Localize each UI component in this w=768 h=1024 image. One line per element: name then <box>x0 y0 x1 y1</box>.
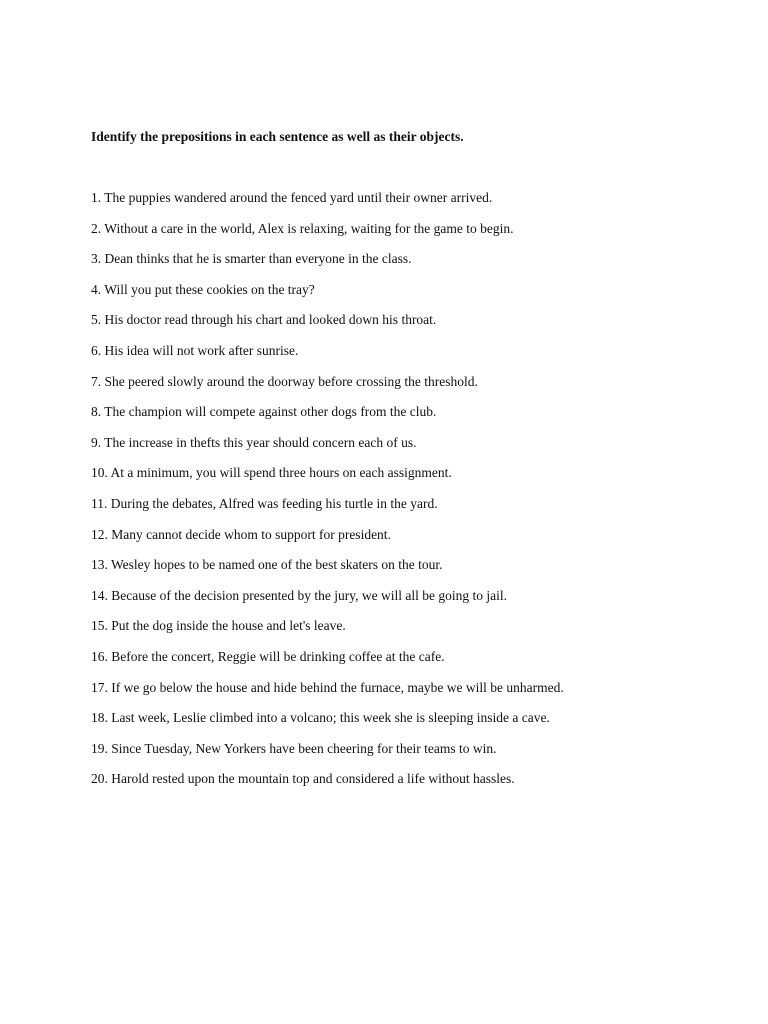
question-item: 17. If we go below the house and hide behind the furnace, maybe we will be unharmed. <box>91 679 564 695</box>
question-item: 11. During the debates, Alfred was feeding his turtle in the yard. <box>91 495 438 511</box>
question-item: 12. Many cannot decide whom to support for president. <box>91 526 391 542</box>
question-item: 14. Because of the decision presented by the jury, we will all be going to jail. <box>91 587 508 603</box>
question-item: 5. His doctor read through his chart and looked down his throat. <box>91 312 437 328</box>
question-item: 1. The puppies wandered around the fenced yard until their owner arrived. <box>91 190 493 205</box>
question-item: 2. Without a care in the world, Alex is relaxing, waiting for the game to begin. <box>91 220 514 236</box>
question-item: 10. At a minimum, you will spend three hours on each assignment. <box>91 465 452 481</box>
question-item: 13. Wesley hopes to be named one of the best skaters on the tour. <box>91 557 443 573</box>
question-item: 8. The champion will compete against other dogs from the club. <box>91 404 437 420</box>
worksheet-instructions: Identify the prepositions in each sentence as well as their objects. <box>91 129 464 144</box>
question-item: 19. Since Tuesday, New Yorkers have been cheering for their teams to win. <box>91 740 497 756</box>
question-item: 20. Harold rested upon the mountain top and considered a life without hassles. <box>91 771 515 787</box>
question-list <box>91 189 564 801</box>
question-item: 7. She peered slowly around the doorway before crossing the threshold. <box>91 373 478 389</box>
question-item: 3. Dean thinks that he is smarter than everyone in the class. <box>91 251 412 267</box>
question-item: 16. Before the concert, Reggie will be drinking coffee at the cafe. <box>91 648 445 664</box>
question-item: 6. His idea will not work after sunrise. <box>91 342 299 358</box>
question-item: 18. Last week, Leslie climbed into a volcano; this week she is sleeping inside a cave. <box>91 710 550 726</box>
question-item: 4. Will you put these cookies on the tray? <box>91 281 315 297</box>
question-item: 15. Put the dog inside the house and let's leave. <box>91 618 346 634</box>
question-item: 9. The increase in thefts this year should concern each of us. <box>91 434 417 450</box>
